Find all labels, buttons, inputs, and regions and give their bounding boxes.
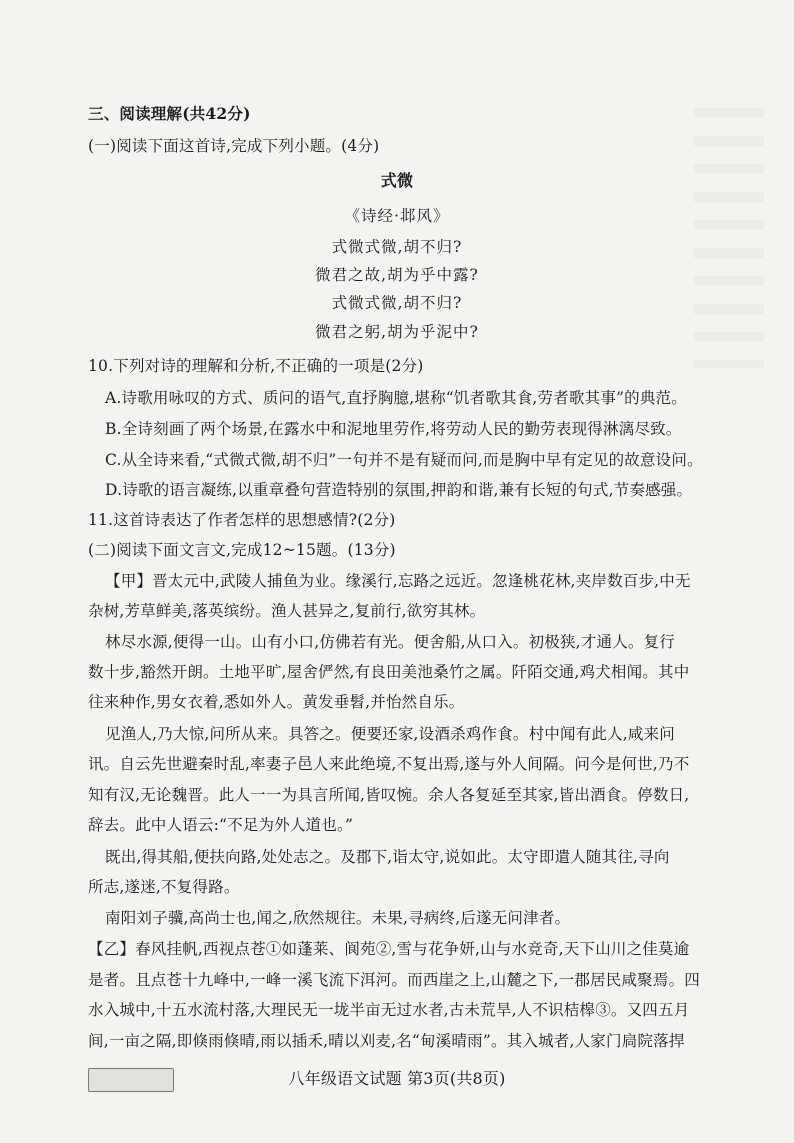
- part2-instruction: (二)阅读下面文言文,完成12~15题。(13分): [88, 541, 396, 559]
- passage-line: 见渔人,乃大惊,问所从来。具答之。便要还家,设酒杀鸡作食。村中闻有此人,咸来问: [105, 725, 676, 743]
- poem-line: 式微式微,胡不归?: [331, 238, 463, 256]
- poem-source: 《诗经·邶风》: [344, 207, 450, 225]
- part1-instruction: (一)阅读下面这首诗,完成下列小题。(4分): [88, 137, 380, 155]
- passage-line: 往来种作,男女衣着,悉如外人。黄发垂髫,并怡然自乐。: [88, 693, 465, 711]
- question-10-option-a: A.诗歌用咏叹的方式、质问的语气,直抒胸臆,堪称“饥者歌其食,劳者歌其事”的典范。: [105, 389, 687, 407]
- passage-line: 【乙】春风挂帆,西视点苍①如蓬莱、阆苑②,雪与花争妍,山与水竞奇,天下山川之佳莫逾: [88, 940, 690, 958]
- question-10-option-d: D.诗歌的语言凝练,以重章叠句营造特别的氛围,押韵和谐,兼有长短的句式,节奏感强。: [105, 481, 693, 499]
- page-footer: 八年级语文试题 第3页(共8页): [288, 1069, 506, 1088]
- passage-line: 数十步,豁然开朗。土地平旷,屋舍俨然,有良田美池桑竹之属。阡陌交通,鸡犬相闻。其中: [88, 663, 690, 681]
- question-10-option-b: B.全诗刻画了两个场景,在露水中和泥地里劳作,将劳动人民的勤劳表现得淋漓尽致。: [105, 420, 682, 438]
- passage-line: 杂树,芳草鲜美,落英缤纷。渔人甚异之,复前行,欲穷其林。: [88, 602, 486, 620]
- passage-line: 辞去。此中人语云:“不足为外人道也。”: [88, 816, 354, 834]
- passage-line: 讯。自云先世避秦时乱,率妻子邑人来此绝境,不复出焉,遂与外人间隔。问今是何世,乃不: [88, 755, 690, 773]
- poem-title: 式微: [380, 171, 414, 190]
- question-10-option-c: C.从全诗来看,“式微式微,胡不归”一句并不是有疑而问,而是胸中早有定见的故意设问。: [105, 451, 703, 469]
- question-10-stem: 10.下列对诗的理解和分析,不正确的一项是(2分): [88, 357, 424, 375]
- passage-line: 南阳刘子骥,高尚士也,闻之,欣然规往。未果,寻病终,后遂无问津者。: [105, 909, 571, 927]
- poem-line: 微君之故,胡为乎中露?: [315, 266, 479, 284]
- passage-line: 是者。且点苍十九峰中,一峰一溪飞流下洱河。而西崖之上,山麓之下,一郡居民咸聚焉。四: [88, 971, 700, 989]
- poem-line: 式微式微,胡不归?: [331, 294, 463, 312]
- section-heading: 三、阅读理解(共42分): [88, 104, 251, 123]
- passage-line: 知有汉,无论魏晋。此人一一为具言所闻,皆叹惋。余人各复延至其家,皆出酒食。停数日,: [88, 786, 690, 804]
- passage-line: 林尽水源,便得一山。山有小口,仿佛若有光。便舍船,从口入。初极狭,才通人。复行: [105, 633, 676, 651]
- question-11-stem: 11.这首诗表达了作者怎样的思想感情?(2分): [88, 511, 396, 529]
- passage-line: 【甲】晋太元中,武陵人捕鱼为业。缘溪行,忘路之远近。忽逢桃花林,夹岸数百步,中无: [105, 572, 691, 590]
- passage-line: 水入城中,十五水流村落,大理民无一垅半亩无过水者,古未荒旱,人不识桔槔③。又四五月: [88, 1001, 690, 1019]
- passage-line: 既出,得其船,便扶向路,处处志之。及郡下,诣太守,说如此。太守即遣人随其往,寻向: [105, 848, 670, 866]
- poem-line: 微君之躬,胡为乎泥中?: [315, 323, 479, 341]
- passage-line: 所志,遂迷,不复得路。: [88, 878, 240, 896]
- passage-line: 间,一亩之隔,即倏雨倏晴,雨以插禾,晴以刈麦,名“甸溪晴雨”。其入城者,人家门扃院落捍: [88, 1032, 685, 1050]
